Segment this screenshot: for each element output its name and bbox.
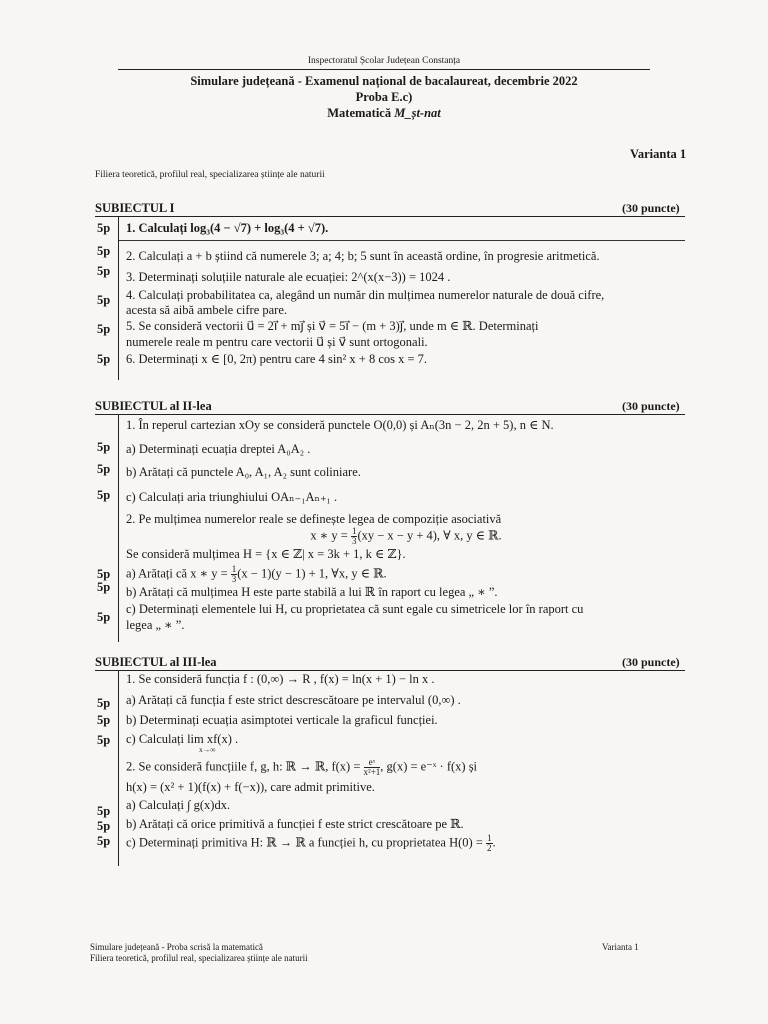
section-2-rule-top	[95, 414, 685, 415]
fraction-one-half: $\frac{1}{2}$	[487, 833, 492, 853]
section-3-points: (30 puncte)	[622, 655, 680, 669]
fraction-one-third: $\frac{1}{3}$	[351, 526, 357, 546]
section-1-points: (30 puncte)	[622, 201, 680, 215]
limit-subscript: x→∞	[199, 745, 216, 754]
section-3-title: SUBIECTUL al III-lea	[95, 655, 217, 669]
s3-problem-2a: a) Calculați ∫ g(x)dx.	[126, 798, 231, 812]
fraction-f: $\frac{\text{eˣ}}{\text{x²+1}}$	[363, 757, 381, 777]
points-s3-1b: 5p	[97, 713, 111, 727]
points-s3-2b: 5p	[97, 819, 111, 833]
fraction-one-third: $\frac{1}{3}$	[231, 564, 237, 584]
points-s2-2c: 5p	[97, 610, 111, 624]
header-divider	[118, 69, 650, 70]
points-s2-2b: 5p	[97, 580, 111, 594]
s3-problem-2c: c) Determinați primitiva H: ℝ → ℝ a funcției h, cu proprietatea H(0) = $\frac{1}{2}$ .	[126, 833, 496, 853]
points-s2-1c: 5p	[97, 488, 111, 502]
points-s3-1a: 5p	[97, 696, 111, 710]
points-s2-1b: 5p	[97, 462, 111, 476]
points-q1: 5p	[97, 221, 111, 235]
footer-exam: Simulare județeană - Proba scrisă la matematică	[90, 942, 263, 952]
s3-problem-1b: b) Determinați ecuația asimptotei verticale la graficul funcției.	[126, 713, 438, 727]
s2-problem-2c-line2: legea „ ∗ ”.	[126, 618, 185, 632]
points-s3-2a: 5p	[97, 804, 111, 818]
section-1-rule-q1	[118, 240, 685, 241]
s1-question-4b: acesta să aibă ambele cifre pare.	[126, 303, 288, 317]
s2-problem-2: 2. Pe mulțimea numerelor reale se definește legea de compoziție asociativă	[126, 512, 502, 526]
exam-proba: Proba E.c)	[355, 90, 413, 104]
inspectorate-name: Inspectoratul Școlar Județean Constanța	[307, 56, 461, 66]
s2-problem-1a: a) Determinați ecuația dreptei A₀A₂ .	[126, 442, 311, 456]
s1-question-4a: 4. Calculați probabilitatea ca, alegând un număr din mulțimea numerelor naturale de două cifre,	[126, 288, 605, 302]
s2-problem-2b: b) Arătați că mulțimea H este parte stabilă a lui ℝ în raport cu legea „ ∗ ”.	[126, 585, 498, 599]
s1-question-6: 6. Determinați x ∈ [0, 2π) pentru care 4 sin² x + 8 cos x = 7.	[126, 352, 428, 366]
s3-problem-1a: a) Arătați că funcția f este strict descrescătoare pe intervalul (0,∞) .	[126, 693, 461, 707]
subject-name: Matematică	[327, 106, 395, 120]
points-q3: 5p	[97, 264, 111, 278]
s1-question-1: 1. Calculați log₃(4 − √7) + log₃(4 + √7).	[126, 221, 329, 235]
points-q4: 5p	[97, 293, 111, 307]
points-s2-2a: 5p	[97, 567, 111, 581]
section-3-rule-top	[95, 670, 685, 671]
section-2-points: (30 puncte)	[622, 399, 680, 413]
s2-composition-law: x ∗ y = $\frac{1}{3}$ (xy − x − y + 4), ∀ x, y ∈ ℝ.	[310, 526, 502, 546]
s3-h-definition: h(x) = (x² + 1)(f(x) + f(−x)), care admit primitive.	[126, 780, 375, 794]
section-3-vline	[118, 670, 119, 866]
s2-set-definition: Se consideră mulțimea H = {x ∈ ℤ| x = 3k + 1, k ∈ ℤ}.	[126, 547, 406, 561]
section-2-vline	[118, 414, 119, 642]
points-s3-2c: 5p	[97, 834, 111, 848]
subject-profile: M_șt-nat	[394, 106, 441, 120]
footer-track: Filiera teoretică, profilul real, specializarea științe ale naturii	[90, 953, 308, 963]
exam-subject	[0, 106, 768, 121]
s1-question-5b: numerele reale m pentru care vectorii u⃗ și v⃗ sunt ortogonali.	[126, 335, 428, 349]
exam-title: Simulare județeană - Examenul național de bacalaureat, decembrie 2022	[190, 74, 578, 88]
footer-variant: Varianta 1	[602, 942, 639, 952]
points-s2-1a: 5p	[97, 440, 111, 454]
s1-question-5a: 5. Se consideră vectorii u⃗ = 2i⃗ + mj⃗ și v⃗ = 5i⃗ − (m + 3)j⃗, unde m ∈ ℝ. Determinați	[126, 319, 539, 333]
section-2-title: SUBIECTUL al II-lea	[95, 399, 212, 413]
track-label: Filiera teoretică, profilul real, specializarea științe ale naturii	[95, 170, 325, 180]
points-q6: 5p	[97, 352, 111, 366]
points-q5: 5p	[97, 322, 111, 336]
s1-question-2: 2. Calculați a + b știind că numerele 3; a; 4; b; 5 sunt în această ordine, în progresie aritmetică.	[126, 249, 600, 263]
variant-label: Varianta 1	[630, 147, 687, 161]
s3-problem-1: 1. Se consideră funcția f : (0,∞) → R , f(x) = ln(x + 1) − ln x .	[126, 672, 435, 686]
section-1-title: SUBIECTUL I	[95, 201, 175, 215]
points-q2: 5p	[97, 244, 111, 258]
points-s3-1c: 5p	[97, 733, 111, 747]
s3-problem-2: 2. Se consideră funcțiile f, g, h: ℝ → ℝ, f(x) = $\frac{\text{eˣ}}{\text{x²+1}}$ , g(x) = e⁻ˣ · f(x) și	[126, 757, 478, 777]
s1-question-3: 3. Determinați soluțiile naturale ale ecuației: 2^(x(x−3)) = 1024 .	[126, 270, 451, 284]
s3-problem-2b: b) Arătați că orice primitivă a funcției f este strict crescătoare pe ℝ.	[126, 817, 464, 831]
section-1-vline	[118, 216, 119, 380]
section-1-rule-top	[95, 216, 685, 217]
s2-problem-1b: b) Arătați că punctele A₀, A₁, A₂ sunt coliniare.	[126, 465, 361, 479]
s2-problem-2c-line1: c) Determinați elementele lui H, cu proprietatea că sunt egale cu simetricele lor în raport cu	[126, 602, 584, 616]
s3-problem-1c: c) Calculați lim xf(x) .	[126, 732, 239, 746]
s2-problem-1c: c) Calculați aria triunghiului OAₙ₋₁Aₙ₊₁ .	[126, 490, 338, 504]
s2-problem-1: 1. În reperul cartezian xOy se consideră punctele O(0,0) și Aₙ(3n − 2, 2n + 5), n ∈ N.	[126, 418, 554, 432]
s2-problem-2a: a) Arătați că x ∗ y = $\frac{1}{3}$ (x − 1)(y − 1) + 1, ∀x, y ∈ ℝ.	[126, 564, 387, 584]
